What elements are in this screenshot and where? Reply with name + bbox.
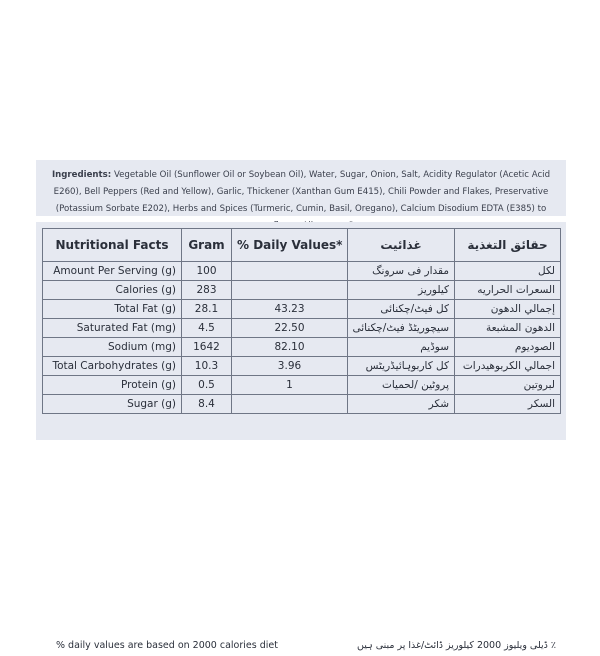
row-gram: 8.4: [182, 395, 232, 414]
footer-note: [46, 638, 556, 656]
row-arabic-label-2: اجمالي الكربوهيدرات: [455, 357, 561, 376]
row-name: Total Fat (g): [43, 300, 182, 319]
footer-note-urdu: ٪ ڈیلی ویلیوز 2000 کیلوریز ڈائٹ/غذا پر مبنی ہیں: [357, 640, 556, 651]
row-gram: 283: [182, 281, 232, 300]
table-row: [43, 319, 561, 338]
row-daily-value: [232, 395, 348, 414]
row-gram: 28.1: [182, 300, 232, 319]
row-name: Sodium (mg): [43, 338, 182, 357]
header-gram: Gram: [182, 229, 232, 262]
table-row: [43, 395, 561, 414]
row-daily-value: 43.23: [232, 300, 348, 319]
table-row: [43, 376, 561, 395]
table-row: [43, 300, 561, 319]
row-name: Calories (g): [43, 281, 182, 300]
row-arabic-label-2: السعرات الحراريه: [455, 281, 561, 300]
row-arabic-label-2: السكر: [455, 395, 561, 414]
row-arabic-label-2: الصوديوم: [455, 338, 561, 357]
row-arabic-label: شکر: [348, 395, 455, 414]
row-arabic-label-2: لكل: [455, 262, 561, 281]
row-daily-value: [232, 281, 348, 300]
row-daily-value: 3.96: [232, 357, 348, 376]
table-row: [43, 262, 561, 281]
row-name: Protein (g): [43, 376, 182, 395]
table-row: [43, 357, 561, 376]
row-gram: 4.5: [182, 319, 232, 338]
row-arabic-label: سیچوریٹڈ فیٹ/چکنائی: [348, 319, 455, 338]
header-arabic-facts: حقائق التغذية: [455, 229, 561, 262]
row-daily-value: [232, 262, 348, 281]
row-gram: 1642: [182, 338, 232, 357]
row-gram: 100: [182, 262, 232, 281]
row-arabic-label-2: الدهون المشبعة: [455, 319, 561, 338]
header-arabic-nutrition: غذائيت: [348, 229, 455, 262]
row-arabic-label: مقدار فی سرونگ: [348, 262, 455, 281]
ingredients-box: [36, 160, 566, 216]
ingredients-label: Ingredients:: [51, 170, 112, 180]
row-arabic-label-2: إجمالي الدهون: [455, 300, 561, 319]
row-arabic-label: سوڈیم: [348, 338, 455, 357]
row-arabic-label: کل فیٹ/چکنائی: [348, 300, 455, 319]
row-arabic-label: کیلوریز: [348, 281, 455, 300]
footer-note-english: % daily values are based on 2000 calories diet: [56, 640, 278, 651]
row-name: Sugar (g): [43, 395, 182, 414]
nutrition-panel: [36, 222, 566, 651]
header-daily-values: % Daily Values*: [232, 229, 348, 262]
nutrition-table: [42, 228, 561, 414]
row-daily-value: 1: [232, 376, 348, 395]
table-header-row: [43, 229, 561, 262]
row-gram: 10.3: [182, 357, 232, 376]
ingredients-text: Vegetable Oil (Sunflower Oil or Soybean Oil), Water, Sugar, Onion, Salt, Acidity Regulator (Acetic Acid E260), Bell Peppers (Red and Yellow), Garlic, Thickener (Xanthan Gum E415), Chili Powder and Flakes, Preservative (Potassium Sorbate E202), Herbs and Spices (Turmeric, Cumin, Basil, Oregano), Calcium Disodium EDTA (E385) to: [53, 170, 551, 214]
row-arabic-label: پروٹین /لحميات: [348, 376, 455, 395]
row-daily-value: 22.50: [232, 319, 348, 338]
table-row: [43, 281, 561, 300]
row-arabic-label: کل کاربوہائیڈریٹس: [348, 357, 455, 376]
row-name: Amount Per Serving (g): [43, 262, 182, 281]
row-daily-value: 82.10: [232, 338, 348, 357]
row-name: Saturated Fat (mg): [43, 319, 182, 338]
row-name: Total Carbohydrates (g): [43, 357, 182, 376]
header-nutritional-facts: Nutritional Facts: [43, 229, 182, 262]
row-arabic-label-2: لبروتين: [455, 376, 561, 395]
row-gram: 0.5: [182, 376, 232, 395]
table-row: [43, 338, 561, 357]
